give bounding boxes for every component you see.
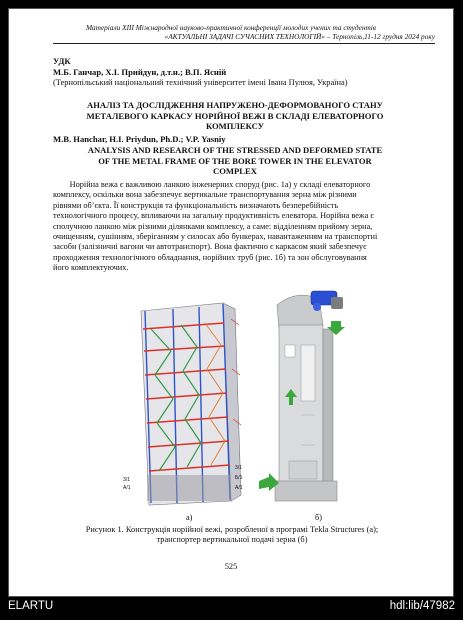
paragraph-line: Норійна вежа є важливою ланкою інженерних споруд (рис. 1а) у складі елеваторного [53, 180, 371, 189]
page-number: 525 [224, 562, 238, 571]
title-ua-line: КОМПЛЕКСУ [205, 121, 265, 132]
title-ua [57, 100, 413, 132]
header-rule [53, 43, 435, 44]
tower-axis-label: А/1 [235, 485, 243, 491]
tower-axis-label: Б/1 [235, 475, 243, 481]
document-page [8, 8, 454, 597]
affiliation: (Тернопільський національний технічний університет імені Івана Пулюя, Україна) [53, 78, 348, 87]
footer-handle-link[interactable]: hdl:lib/47982 [389, 600, 455, 612]
header-line-1: Матеріали ХІІІ Міжнародної науково-практичної конференції молодих учених та студентів [86, 23, 376, 32]
paragraph-line: проходження технологічного обладнання, норійних труб (рис. 1б) та зон обслуговування [53, 252, 367, 262]
title-ua-line: МЕТАЛЕВОГО КАРКАСУ НОРІЙНОЇ ВЕЖІ В СКЛАДІ ЕЛЕВАТОРНОГО [86, 110, 384, 121]
title-en-line: ANALYSIS AND RESEARCH OF THE STRESSED AND DEFORMED STATE [87, 145, 383, 155]
paragraph-line: його комплектуючих. [53, 263, 129, 273]
paragraph-line: засоби (залізничні вагони чи автотранспорт). Вона фактично є каркасом який забезпечує [53, 242, 367, 252]
title-ua-line: АНАЛІЗ ТА ДОСЛІДЖЕННЯ НАПРУЖЕНО-ДЕФОРМОВАНОГО СТАНУ [87, 100, 383, 110]
tower-frame-illustration [111, 289, 261, 509]
elevator-housing [275, 295, 337, 501]
caption-line: Рисунок 1. Конструкція норійної вежі, розробленої в програмі Tekla Structures (а); [85, 525, 379, 534]
paragraph-line: сполучною ланкою між різними ділянками комплексу, а саме: відділенням прийому зерна, [53, 221, 373, 231]
footer-repository-label: ELARTU [8, 600, 54, 612]
running-header [27, 23, 435, 41]
figure-caption [53, 525, 411, 546]
title-en [57, 145, 413, 177]
paragraph-line: комплексу, оскільки вона забезпечує вертикальне транспортування зерна між різними [53, 190, 357, 200]
subfigure-label-b: б) [315, 513, 322, 522]
subfigure-label-a: а) [186, 513, 193, 522]
motor-icon [311, 291, 343, 311]
body-paragraph [53, 180, 411, 274]
caption-line: транспортер вертикальної подачі зерна (б) [156, 535, 308, 545]
tower-axis-label: 3/1 [123, 477, 130, 483]
paragraph-line: очищенням, сушінням, зберіганням у силосах або бункерах, навантаженням на транспортні [53, 232, 378, 242]
authors-ua: М.Б. Ганчар, Х.І. Прийдун, д.т.н.; В.П. Ясній [53, 67, 227, 77]
paragraph-line: рівнями об’єкта. Її конструкція та функціональність визначають безперебійність [53, 200, 339, 210]
tower-structure [141, 303, 241, 505]
tower-axis-label: А/1 [123, 485, 131, 491]
title-en-line: COMPLEX [213, 166, 257, 177]
paragraph-line: технологічного процесу, впливаючи на загальну продуктивність елеватора. Норійна вежа є [53, 211, 374, 221]
tower-axis-label: 3/1 [235, 465, 242, 471]
header-line-2: «АКТУАЛЬНІ ЗАДАЧІ СУЧАСНИХ ТЕХНОЛОГІЙ» – Тернопіль,11-12 грудня 2024 року [164, 32, 435, 41]
bucket-elevator-illustration [257, 285, 367, 513]
title-en-line: OF THE METAL FRAME OF THE BORE TOWER IN THE ELEVATOR [98, 155, 372, 166]
udk-label: УДК [53, 56, 71, 66]
authors-en: M.B. Hanchar, H.I. Priydun, Ph.D.; V.P. Yasniy [53, 134, 226, 144]
